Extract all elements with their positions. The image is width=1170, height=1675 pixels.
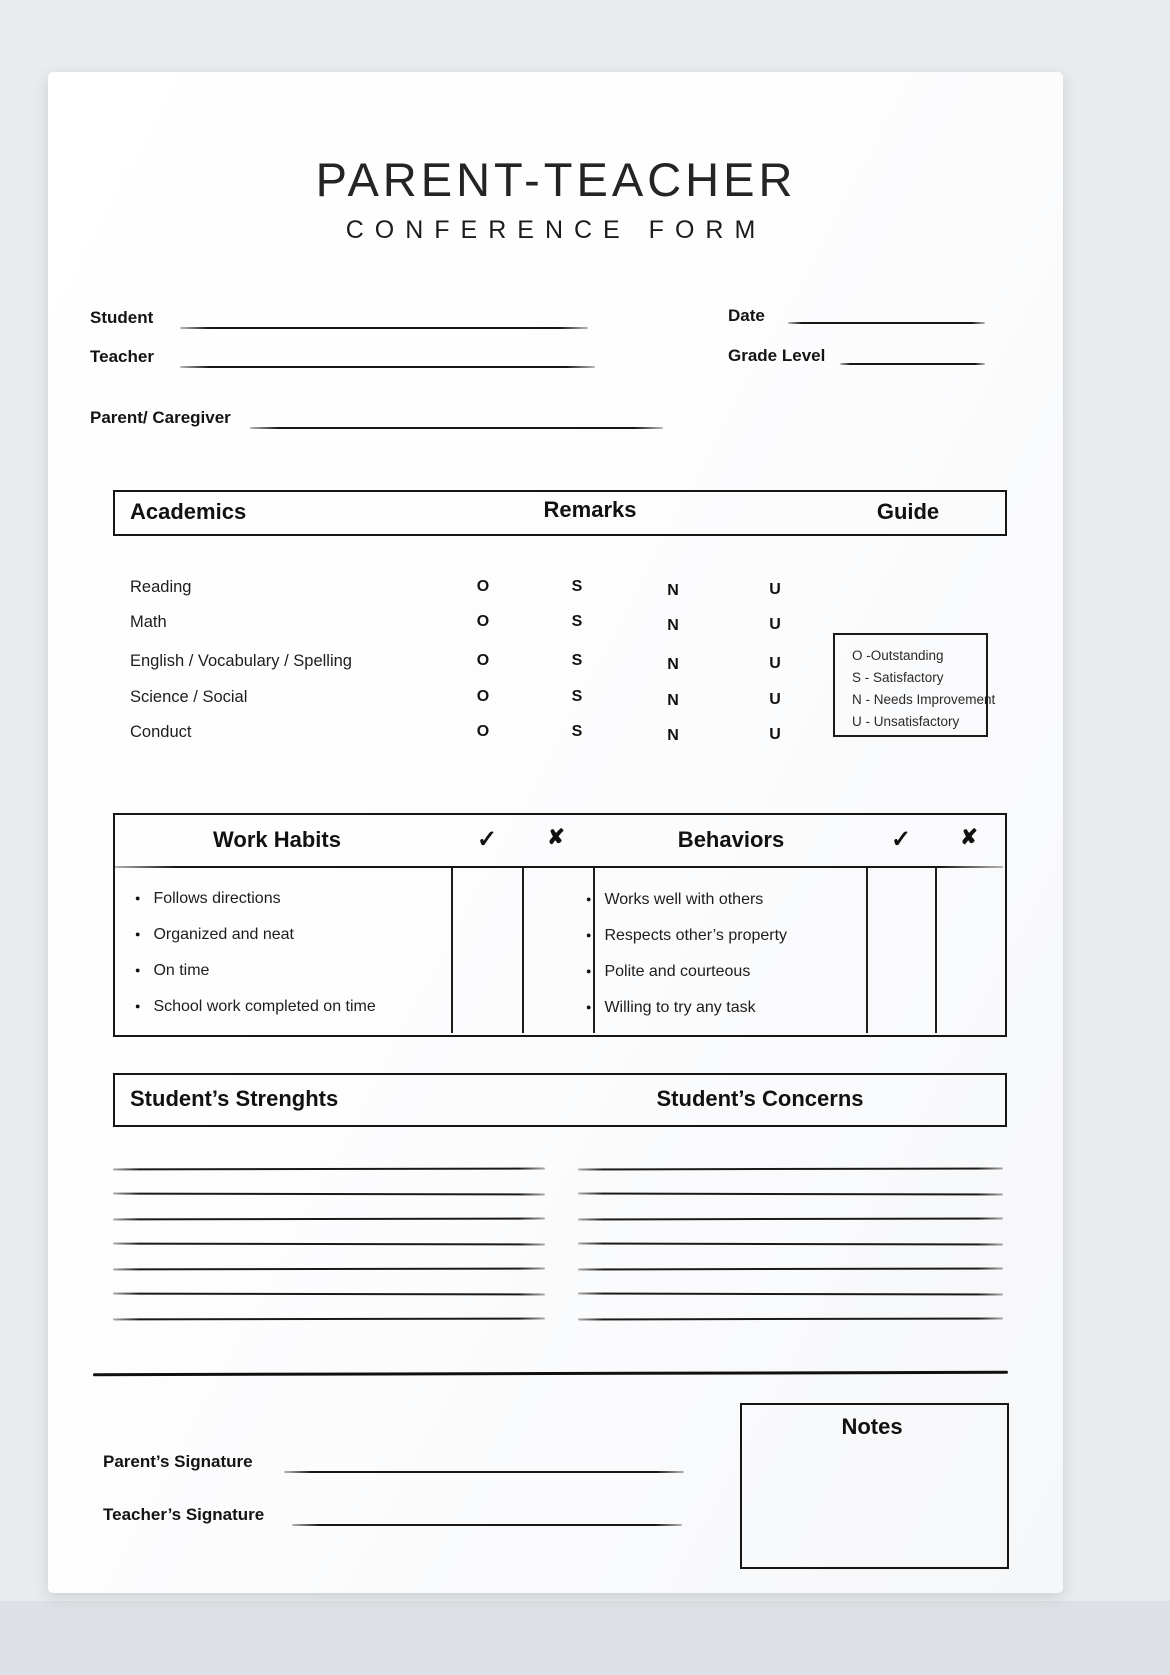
behaviors-x-column[interactable] <box>937 868 1001 1033</box>
check-icon: ✓ <box>890 826 912 853</box>
grade-level-label: Grade Level <box>728 346 826 365</box>
remark-option-O[interactable]: O <box>476 652 490 669</box>
work-habits-header: Work Habits <box>213 827 341 852</box>
guide-header: Guide <box>876 499 940 524</box>
teacher-signature-line[interactable] <box>292 1524 682 1526</box>
remark-option-S[interactable]: S <box>571 723 583 740</box>
work-habit-item: ● Organized and neat <box>135 926 294 944</box>
behaviors-header: Behaviors <box>677 827 785 852</box>
remark-option-N[interactable]: N <box>667 692 679 709</box>
remark-option-S[interactable]: S <box>571 578 583 595</box>
behavior-item: ● Willing to try any task <box>586 999 756 1017</box>
x-mark-icon: ✘ <box>547 826 565 849</box>
grade-level-line[interactable] <box>840 363 985 365</box>
remark-option-N[interactable]: N <box>667 617 679 634</box>
x-mark-icon: ✘ <box>960 826 978 849</box>
remark-option-N[interactable]: N <box>667 656 679 673</box>
teacher-label: Teacher <box>90 347 154 366</box>
remark-option-S[interactable]: S <box>571 688 583 705</box>
remark-option-O[interactable]: O <box>476 613 490 630</box>
work-habits-check-column[interactable] <box>453 868 520 1033</box>
subject-label: Science / Social <box>130 688 248 706</box>
strengths-header: Student’s Strenghts <box>130 1086 339 1111</box>
remark-option-S[interactable]: S <box>571 613 583 630</box>
behavior-item: ● Polite and courteous <box>586 963 750 981</box>
date-line[interactable] <box>788 322 985 324</box>
remark-option-U[interactable]: U <box>769 691 781 708</box>
remark-option-N[interactable]: N <box>667 582 679 599</box>
remark-option-U[interactable]: U <box>769 655 781 672</box>
remarks-header: Remarks <box>543 497 637 522</box>
academic-row <box>0 723 1170 745</box>
form-subtitle: CONFERENCE FORM <box>345 216 767 244</box>
student-label: Student <box>90 308 154 327</box>
guide-legend-line: N - Needs Improvement <box>852 692 996 707</box>
behaviors-check-column[interactable] <box>868 868 933 1033</box>
academic-row <box>0 613 1170 635</box>
parent-signature-label: Parent’s Signature <box>103 1452 253 1471</box>
remark-option-O[interactable]: O <box>476 723 490 740</box>
background-band <box>0 1601 1170 1675</box>
student-line[interactable] <box>180 327 588 329</box>
guide-legend-line: S - Satisfactory <box>852 670 944 685</box>
remark-option-O[interactable]: O <box>476 578 490 595</box>
academic-row <box>0 578 1170 600</box>
guide-legend-line: O -Outstanding <box>852 648 944 663</box>
form-title: PARENT-TEACHER <box>315 153 797 206</box>
parent-signature-line[interactable] <box>284 1471 684 1473</box>
subject-label: Math <box>130 613 167 631</box>
academic-row <box>0 652 1170 674</box>
subject-label: English / Vocabulary / Spelling <box>130 652 352 670</box>
concerns-header: Student’s Concerns <box>656 1086 864 1111</box>
remark-option-O[interactable]: O <box>476 688 490 705</box>
teacher-line[interactable] <box>180 366 595 368</box>
work-habit-item: ● On time <box>135 962 209 980</box>
remark-option-U[interactable]: U <box>769 581 781 598</box>
remarks-guide-box <box>833 633 996 737</box>
subject-label: Reading <box>130 578 192 596</box>
behavior-item: ● Respects other’s property <box>586 927 787 945</box>
teacher-signature-label: Teacher’s Signature <box>103 1505 265 1524</box>
guide-legend-line: U - Unsatisfactory <box>852 714 960 729</box>
remark-option-N[interactable]: N <box>667 727 679 744</box>
remark-option-U[interactable]: U <box>769 726 781 743</box>
parent-caregiver-label: Parent/ Caregiver <box>90 408 231 427</box>
work-habits-x-column[interactable] <box>524 868 591 1033</box>
subject-label: Conduct <box>130 723 192 741</box>
date-label: Date <box>728 306 765 325</box>
remark-option-S[interactable]: S <box>571 652 583 669</box>
remark-option-U[interactable]: U <box>769 616 781 633</box>
notes-header: Notes <box>841 1414 903 1439</box>
academics-header: Academics <box>130 499 247 524</box>
work-habit-item: ● School work completed on time <box>135 998 376 1016</box>
check-icon: ✓ <box>476 826 498 853</box>
work-habit-item: ● Follows directions <box>135 890 281 908</box>
behavior-item: ● Works well with others <box>586 891 763 909</box>
parent-caregiver-line[interactable] <box>250 427 663 429</box>
